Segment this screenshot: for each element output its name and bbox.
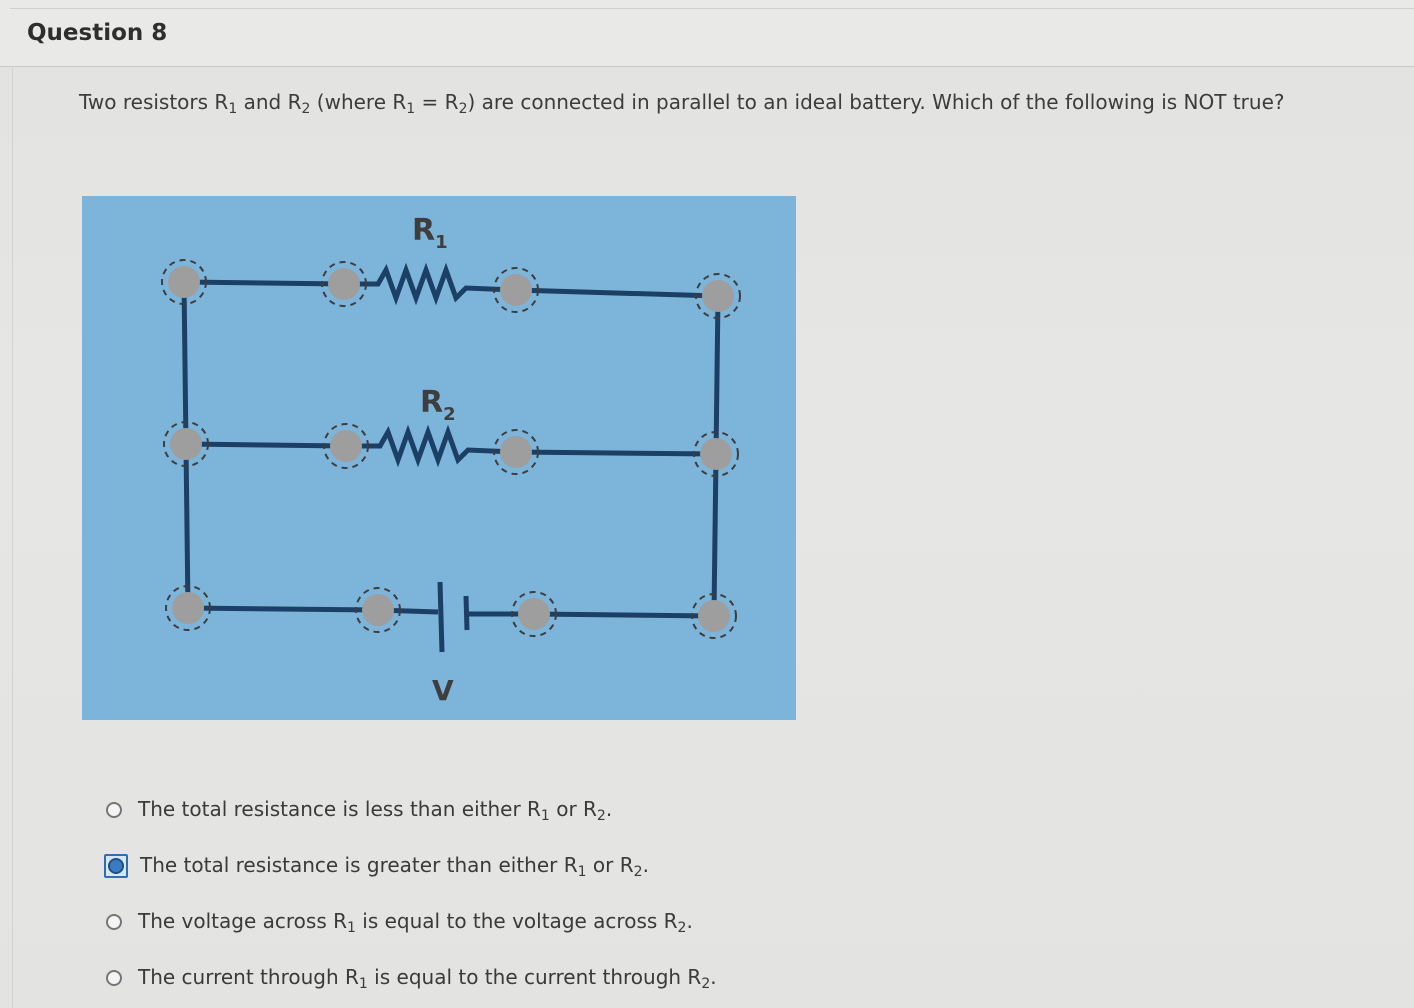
circuit-node	[500, 274, 532, 306]
option-text: The total resistance is greater than either R	[140, 852, 578, 877]
option-subscript: 1	[577, 863, 587, 880]
circuit-node	[170, 428, 202, 460]
answer-option-2[interactable]	[104, 838, 1004, 894]
option-text: The total resistance is less than either R	[138, 796, 541, 821]
option-text: or R	[549, 796, 597, 821]
prompt-text: and R	[237, 90, 302, 114]
circuit-node	[698, 600, 730, 632]
wire-bottom-right	[534, 614, 714, 616]
header-divider	[10, 8, 1414, 9]
circuit-diagram	[82, 196, 796, 720]
option-text: is equal to the voltage across R	[355, 908, 678, 933]
answer-option-1[interactable]	[104, 782, 1004, 838]
answer-option-label	[138, 797, 612, 824]
option-subscript: 2	[596, 807, 606, 824]
option-subscript: 2	[701, 975, 711, 992]
option-text: The voltage across R	[138, 908, 348, 933]
option-text: is equal to the current through R	[367, 964, 702, 989]
option-subscript: 2	[633, 863, 643, 880]
circuit-node	[328, 268, 360, 300]
option-text: or R	[586, 852, 634, 877]
prompt-text: Two resistors R	[79, 90, 229, 114]
option-subscript: 1	[358, 975, 368, 992]
radio-button[interactable]	[106, 970, 122, 986]
radio-button[interactable]	[106, 914, 122, 930]
option-text: .	[710, 964, 717, 989]
prompt-subscript: 1	[228, 101, 238, 117]
circuit-node	[362, 594, 394, 626]
resistor-r2-label: $R_2$	[420, 385, 456, 425]
circuit-node	[500, 436, 532, 468]
battery-long-plate	[440, 582, 442, 652]
prompt-text: (where R	[310, 90, 407, 114]
prompt-subscript: 1	[406, 101, 416, 117]
prompt-text: = R	[415, 90, 459, 114]
option-subscript: 1	[540, 807, 550, 824]
prompt-text: ) are connected in parallel to an ideal battery. Which of the following is NOT true?	[467, 90, 1285, 114]
question-header	[0, 0, 1414, 67]
prompt-subscript: 2	[458, 101, 468, 117]
option-subscript: 1	[347, 919, 356, 936]
battery-short-plate	[466, 596, 467, 630]
resistor-r1-label: $R_1$	[412, 213, 448, 253]
answer-option-3[interactable]	[104, 894, 1004, 950]
option-text: .	[686, 908, 693, 933]
content-left-border	[12, 66, 13, 1008]
option-text: .	[605, 796, 613, 821]
answer-option-4[interactable]	[104, 950, 1004, 1006]
wire-mid-right	[516, 452, 716, 454]
option-text: .	[642, 852, 649, 877]
radio-button[interactable]	[106, 802, 122, 818]
prompt-subscript: 2	[301, 101, 311, 117]
option-subscript: 2	[677, 919, 687, 936]
question-title: Question 8	[27, 20, 168, 46]
answer-option-label	[138, 909, 693, 936]
circuit-node	[702, 280, 734, 312]
circuit-node	[518, 598, 550, 630]
circuit-node	[330, 430, 362, 462]
radio-button-selected[interactable]	[104, 854, 128, 878]
circuit-node	[172, 592, 204, 624]
answer-option-label	[140, 853, 649, 880]
wire-top-left	[184, 282, 344, 284]
circuit-node	[700, 438, 732, 470]
battery-voltage-label: V	[432, 674, 454, 707]
answer-options	[104, 782, 1004, 1006]
answer-option-label	[138, 965, 717, 992]
wire-bottom-left	[188, 608, 378, 610]
circuit-node	[168, 266, 200, 298]
wire-mid-left	[186, 444, 346, 446]
question-prompt	[79, 88, 1329, 123]
option-text: The current through R	[138, 964, 359, 989]
